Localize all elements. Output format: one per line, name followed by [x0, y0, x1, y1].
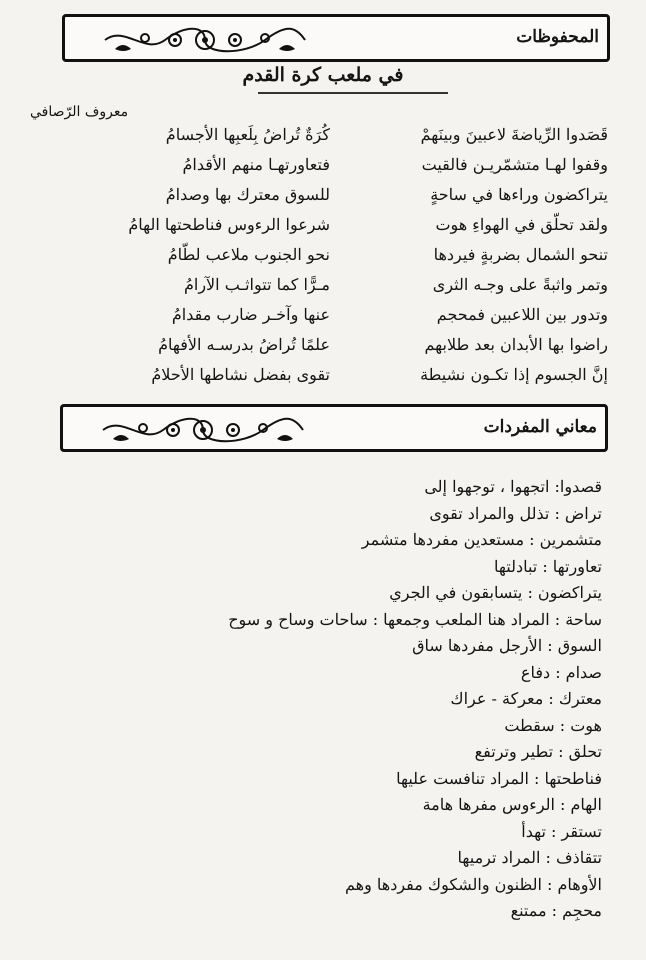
poem-right-column [318, 120, 608, 390]
vocab-item: تتقاذف : المراد ترميها [457, 848, 602, 867]
verse-line: قَصَدوا الرِّياضةَ لاعبينَ وبينَهمْ [420, 125, 608, 144]
poem-left-column [40, 120, 330, 390]
verse-line: شرعوا الرءوس فناطحتها الهامُ [128, 215, 330, 234]
title-underline [258, 92, 448, 94]
vocab-item: الأوهام : الظنون والشكوك مفردها وهم [345, 874, 602, 894]
section-label: المحفوظات [516, 27, 599, 47]
poem-title: في ملعب كرة القدم [242, 64, 404, 86]
verse-line: وتمر واثبةً على وجـه الثرى [432, 275, 608, 294]
vocab-item: معترك : معركة - عراك [450, 689, 602, 708]
vocab-item: صدام : دفاع [520, 662, 602, 682]
vocab-item: محجِم : ممتنع [510, 901, 602, 920]
verse-line: راضوا بها الأبدان بعد طلابهم [424, 335, 608, 354]
vocab-item: تراض : تذلل والمراد تقوى [429, 503, 602, 523]
verse-line: علمًا تُراضُ بدرسـه الأفهامُ [158, 335, 330, 354]
verse-line: وتدور بين اللاعبين فمحجم [436, 305, 608, 324]
floral-ornament-icon [95, 23, 315, 57]
verse-line: وقفوا لهـا متشمّريـن فالقيت [421, 155, 608, 174]
verse-line: فتعاورتهـا منهم الأقدامُ [182, 155, 330, 174]
vocab-item: هوت : سقطت [504, 715, 602, 735]
verse-line: كُرَةٌ تُراضُ بِلَعبِها الأجسامُ [165, 125, 330, 144]
section-header-banner [62, 14, 610, 62]
floral-ornament-icon [93, 413, 313, 447]
vocab-item: السوق : الأرجل مفردها ساق [412, 636, 602, 655]
verse-line: عنها وآخـر ضارب مقدامُ [171, 305, 330, 324]
vocab-header-banner [60, 404, 608, 452]
verse-line: للسوق معترك بها وصدامُ [165, 185, 330, 204]
vocab-item: تحلق : تطير وترتفع [474, 742, 602, 761]
verse-line: إنَّ الجسوم إذا تكـون نشيطة [420, 365, 608, 384]
verse-line: نحو الجنوب ملاعب لطّامُ [167, 245, 330, 264]
vocab-item: فناطحتها : المراد تنافست عليها [396, 768, 602, 788]
vocab-item: الهام : الرءوس مفرها هامة [422, 795, 602, 814]
verse-line: مـرًّا كما تتواثـب الآرامُ [183, 275, 330, 294]
verse-line: ولقد تحلّق في الهواءِ هوت [435, 215, 608, 234]
verse-line: تقوى بفضل نشاطها الأحلامُ [151, 365, 330, 384]
poem-author: معروف الرّصافي [30, 104, 129, 120]
vocabulary-list [42, 474, 602, 925]
verse-line: تنحو الشمال بضربةٍ فيردها [433, 245, 608, 264]
vocab-item: متشمرين : مستعدين مفردها متشمر [361, 530, 602, 549]
vocab-item: يتراكضون : يتسابقون في الجري [389, 583, 602, 602]
vocab-item: تستقر : تهدأ [521, 821, 602, 841]
vocab-section-label: معاني المفردات [483, 417, 597, 437]
verse-line: يتراكضون وراءها في ساحةٍ [430, 185, 608, 204]
vocab-item: تعاورتها : تبادلتها [494, 556, 602, 576]
vocab-item: قصدوا: اتجهوا ، توجهوا إلى [424, 477, 602, 496]
vocab-item: ساحة : المراد هنا الملعب وجمعها : ساحات وساح و سوح [228, 609, 602, 629]
